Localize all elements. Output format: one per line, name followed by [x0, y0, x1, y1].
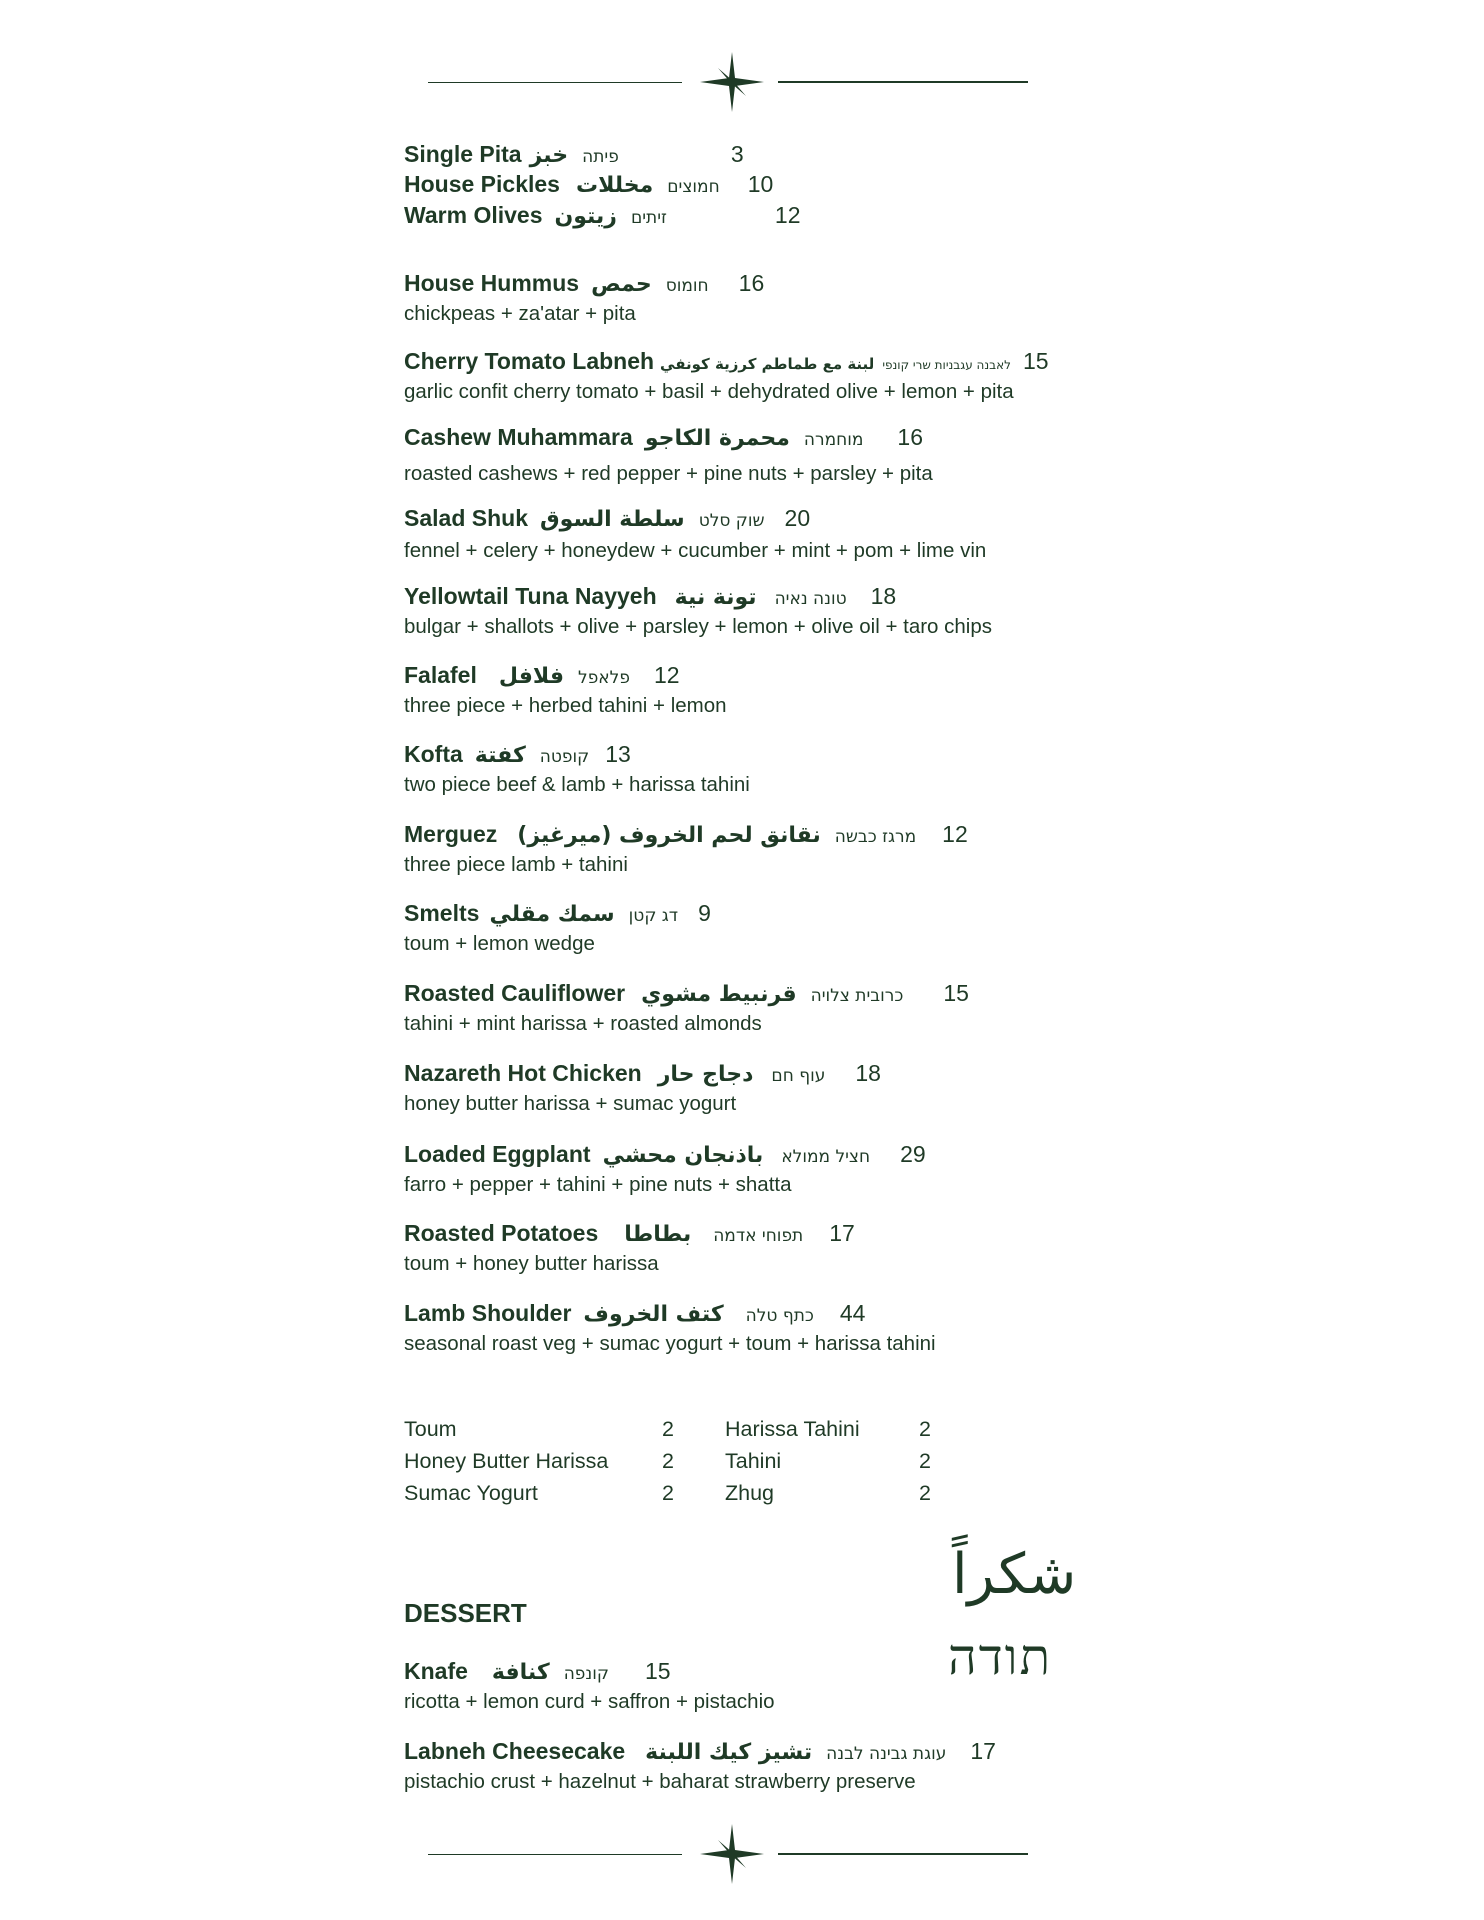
- item-name: House Hummus: [404, 270, 580, 296]
- item-arabic-name: مخللات: [575, 173, 654, 198]
- side-item: [404, 1481, 674, 1506]
- item-hebrew-name: טונה נאיה: [774, 589, 847, 609]
- item-name: Cashew Muhammara: [404, 424, 633, 450]
- item-name: Knafe: [404, 1658, 468, 1684]
- item-description: toum + lemon wedge: [404, 932, 595, 955]
- item-name: Smelts: [404, 900, 480, 926]
- item-name: Kofta: [404, 741, 463, 767]
- menu-item-loaded-eggplant: [404, 1141, 926, 1197]
- item-arabic-name: تونة نية: [674, 585, 757, 610]
- menu-item-house-pickles: [404, 171, 773, 201]
- item-hebrew-name: מרגז כבשה: [834, 827, 917, 847]
- item-hebrew-name: פלאפל: [578, 668, 630, 688]
- item-arabic-name: فلافل: [498, 664, 565, 689]
- item-description: three piece lamb + tahini: [404, 853, 628, 876]
- thanks-arabic: شكراً: [952, 1542, 1077, 1607]
- menu-item-house-hummus: [404, 270, 764, 326]
- item-description: chickpeas + za'atar + pita: [404, 302, 636, 325]
- item-description: farro + pepper + tahini + pine nuts + shatta: [404, 1173, 792, 1196]
- item-hebrew-name: עוגת גבינה לבנה: [826, 1744, 947, 1764]
- item-hebrew-name: קופטה: [539, 747, 590, 767]
- item-price: 13: [605, 741, 631, 767]
- item-hebrew-name: חומוס: [665, 276, 709, 296]
- item-price: 20: [784, 505, 811, 531]
- item-name: Loaded Eggplant: [404, 1141, 591, 1167]
- divider-line: [428, 1854, 682, 1855]
- item-name: Falafel: [404, 662, 477, 688]
- item-arabic-name: نقانق لحم الخروف (ميرغيز): [517, 823, 821, 848]
- item-price: 12: [774, 202, 801, 228]
- menu-item-falafel: [404, 662, 727, 718]
- side-name: Harissa Tahini: [725, 1417, 860, 1441]
- item-price: 16: [897, 424, 924, 450]
- menu-item-cherry-tomato-labneh: [404, 348, 1049, 404]
- item-price: 44: [839, 1300, 866, 1326]
- item-name: Lamb Shoulder: [404, 1300, 572, 1326]
- item-description: tahini + mint harissa + roasted almonds: [404, 1012, 762, 1035]
- item-hebrew-name: כתף טלה: [745, 1306, 814, 1326]
- item-description: seasonal roast veg + sumac yogurt + toum + harissa tahini: [404, 1332, 936, 1355]
- item-arabic-name: خبز: [529, 143, 569, 168]
- menu-item-salad-shuk: [404, 505, 986, 563]
- item-price: 12: [942, 821, 968, 847]
- item-price: 10: [747, 171, 774, 197]
- item-name: Single Pita: [404, 141, 522, 167]
- item-price: 17: [970, 1738, 996, 1764]
- item-price: 9: [698, 900, 711, 926]
- item-description: fennel + celery + honeydew + cucumber + mint + pom + lime vin: [404, 539, 987, 562]
- side-price: 2: [919, 1481, 931, 1505]
- divider-line: [428, 82, 682, 83]
- menu-item-knafe: [404, 1658, 775, 1714]
- top-divider: [428, 52, 1028, 112]
- item-hebrew-name: קונפה: [563, 1664, 609, 1684]
- item-description: toum + honey butter harissa: [404, 1252, 659, 1275]
- item-arabic-name: كفتة: [474, 743, 526, 768]
- item-arabic-name: لبنة مع طماطم كرزية كونفي: [660, 355, 875, 373]
- menu-item-smelts: [404, 900, 711, 956]
- side-name: Sumac Yogurt: [404, 1481, 538, 1505]
- item-arabic-name: سمك مقلي: [489, 902, 615, 927]
- menu-item-roasted-potatoes: [404, 1220, 855, 1276]
- item-hebrew-name: שוק סלט: [698, 511, 765, 531]
- side-price: 2: [919, 1417, 931, 1441]
- item-price: 12: [653, 662, 680, 688]
- item-arabic-name: تشيز كيك اللبنة: [645, 1740, 813, 1765]
- item-hebrew-name: פיתה: [582, 147, 619, 167]
- side-name: Toum: [404, 1417, 457, 1441]
- item-arabic-name: محمرة الكاجو: [644, 426, 790, 451]
- item-arabic-name: حمص: [591, 272, 652, 297]
- item-arabic-name: قرنبيط مشوي: [641, 982, 797, 1007]
- side-name: Tahini: [725, 1449, 782, 1473]
- item-arabic-name: بطاطا: [624, 1222, 692, 1247]
- item-name: House Pickles: [404, 171, 560, 197]
- star-icon: [700, 52, 764, 112]
- item-price: 15: [943, 980, 969, 1006]
- item-price: 16: [738, 270, 765, 296]
- menu-item-kofta: [404, 741, 750, 797]
- item-arabic-name: كتف الخروف: [583, 1302, 724, 1327]
- item-price: 15: [1022, 348, 1049, 374]
- side-name: Zhug: [725, 1481, 775, 1505]
- menu-item-warm-olives: [404, 202, 801, 232]
- dessert-heading: DESSERT: [404, 1598, 527, 1628]
- item-name: Salad Shuk: [404, 505, 528, 531]
- item-price: 29: [900, 1141, 926, 1167]
- item-name: Yellowtail Tuna Nayyeh: [404, 583, 657, 609]
- item-name: Nazareth Hot Chicken: [404, 1060, 642, 1086]
- item-arabic-name: كنافة: [491, 1660, 550, 1685]
- divider-line: [778, 1853, 1028, 1855]
- item-hebrew-name: מוחמרה: [803, 430, 864, 450]
- item-hebrew-name: דג קטן: [628, 906, 679, 926]
- item-hebrew-name: עוף חם: [771, 1066, 826, 1086]
- item-name: Roasted Potatoes: [404, 1220, 599, 1246]
- side-item: [404, 1417, 674, 1442]
- item-hebrew-name: לאבנה עגבניות שרי קונפי: [882, 358, 1011, 372]
- thanks-hebrew: תודה: [948, 1628, 1053, 1686]
- item-name: Roasted Cauliflower: [404, 980, 626, 1006]
- menu-item-labneh-cheesecake: [404, 1738, 996, 1794]
- item-description: garlic confit cherry tomato + basil + dehydrated olive + lemon + pita: [404, 380, 1014, 403]
- item-description: pistachio crust + hazelnut + baharat strawberry preserve: [404, 1770, 916, 1793]
- item-hebrew-name: כרובית צלויה: [810, 986, 904, 1006]
- item-description: two piece beef & lamb + harissa tahini: [404, 773, 750, 796]
- menu-item-cashew-muhammara: [404, 424, 933, 486]
- item-hebrew-name: זיתים: [630, 208, 667, 228]
- item-hebrew-name: חמוצים: [667, 177, 720, 197]
- item-name: Labneh Cheesecake: [404, 1738, 626, 1764]
- item-price: 15: [644, 1658, 671, 1684]
- item-price: 18: [855, 1060, 881, 1086]
- menu-item-yellowtail-tuna-nayyeh: [404, 583, 992, 639]
- menu-item-lamb-shoulder: [404, 1300, 936, 1356]
- item-arabic-name: زيتون: [554, 204, 617, 229]
- item-description: three piece + herbed tahini + lemon: [404, 694, 727, 717]
- item-description: honey butter harissa + sumac yogurt: [404, 1092, 737, 1115]
- item-price: 3: [730, 141, 744, 167]
- side-price: 2: [662, 1417, 674, 1441]
- item-name: Cherry Tomato Labneh: [404, 348, 655, 374]
- item-name: Merguez: [404, 821, 498, 847]
- item-hebrew-name: חציל ממולא: [781, 1147, 871, 1167]
- side-item: [725, 1417, 945, 1442]
- side-name: Honey Butter Harissa: [404, 1449, 609, 1473]
- item-description: roasted cashews + red pepper + pine nuts + parsley + pita: [404, 462, 933, 485]
- bottom-divider: [428, 1824, 1028, 1884]
- side-price: 2: [662, 1481, 674, 1505]
- side-item: [404, 1449, 674, 1474]
- item-hebrew-name: תפוחי אדמה: [713, 1226, 804, 1246]
- side-item: [725, 1449, 945, 1474]
- item-name: Warm Olives: [404, 202, 543, 228]
- side-price: 2: [919, 1449, 931, 1473]
- menu-item-single-pita: [404, 141, 744, 171]
- side-price: 2: [662, 1449, 674, 1473]
- divider-line: [778, 81, 1028, 83]
- item-description: ricotta + lemon curd + saffron + pistachio: [404, 1690, 775, 1713]
- side-item: [725, 1481, 945, 1506]
- item-price: 18: [870, 583, 897, 609]
- item-price: 17: [829, 1220, 855, 1246]
- item-arabic-name: دجاج حار: [657, 1062, 754, 1087]
- item-arabic-name: باذنجان محشي: [602, 1143, 764, 1168]
- menu-item-nazareth-hot-chicken: [404, 1060, 881, 1116]
- star-icon: [700, 1824, 764, 1884]
- menu-item-merguez: [404, 821, 968, 877]
- item-description: bulgar + shallots + olive + parsley + lemon + olive oil + taro chips: [404, 615, 992, 638]
- menu-item-roasted-cauliflower: [404, 980, 969, 1036]
- item-arabic-name: سلطة السوق: [539, 507, 685, 532]
